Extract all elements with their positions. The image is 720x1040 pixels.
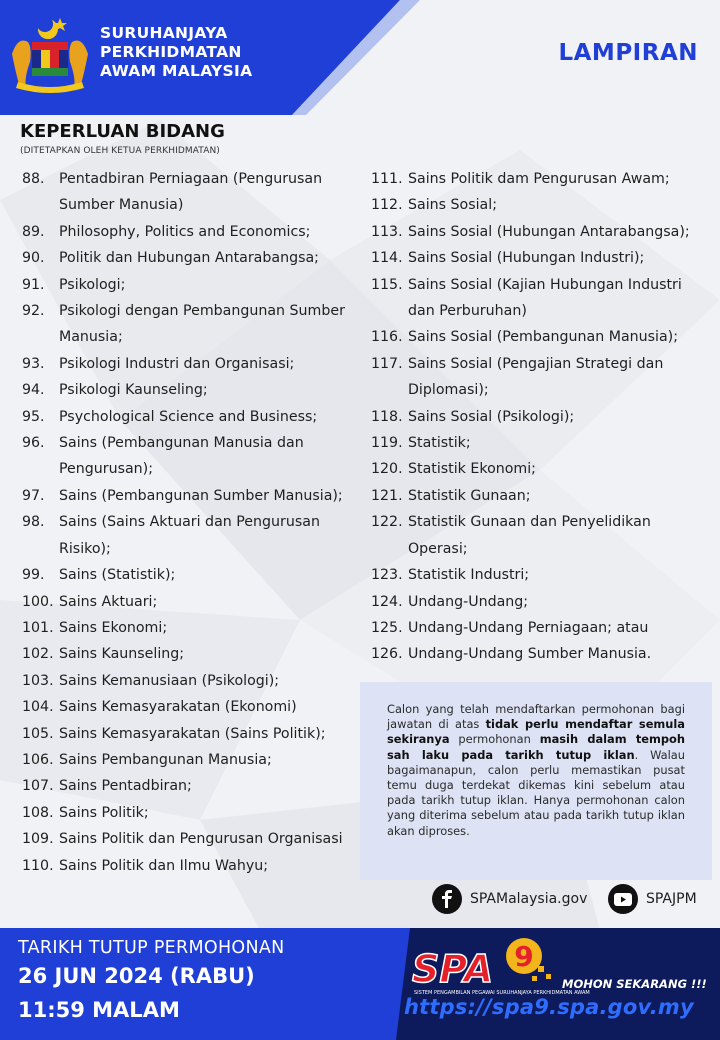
item-text: Statistik Industri; (408, 567, 530, 584)
notice-box (360, 682, 712, 880)
item-text: Pentadbiran Perniagaan (Pengurusan Sumber Manusia) (59, 171, 323, 214)
item-text: Undang-Undang; (408, 593, 529, 610)
agency-name-line1: SURUHANJAYA (100, 24, 228, 42)
item-text: Sains Sosial (Hubungan Industri); (408, 250, 645, 267)
item-text: Undang-Undang Sumber Manusia. (408, 646, 652, 663)
list-item (22, 826, 352, 852)
list-item (22, 483, 352, 509)
list-item (22, 377, 352, 403)
item-text: Sains Sosial; (408, 197, 497, 214)
item-number: 104. (22, 699, 54, 716)
item-number: 125. (371, 619, 403, 636)
list-item (22, 853, 352, 879)
item-text: Sains (Pembangunan Manusia dan Pengurusan); (59, 435, 304, 478)
item-number: 95. (22, 408, 45, 425)
item-text: Statistik Gunaan; (408, 487, 531, 504)
logo-text: SPA (412, 947, 494, 991)
item-text: Philosophy, Politics and Economics; (59, 223, 311, 240)
item-text: Sains Sosial (Hubungan Antarabangsa); (408, 223, 690, 240)
item-text: Sains (Statistik); (59, 567, 176, 584)
logo-number: 9 (514, 940, 534, 973)
item-number: 96. (22, 435, 45, 452)
item-text: Sains Sosial (Kajian Hubungan Industri dan Perburuhan) (408, 276, 682, 320)
list-item (22, 589, 352, 615)
list-item (371, 324, 711, 350)
item-text: Psikologi Industri dan Organisasi; (59, 355, 295, 372)
item-number: 90. (22, 250, 45, 267)
list-item (371, 166, 711, 192)
item-text: Sains Politik dan Ilmu Wahyu; (59, 857, 269, 874)
list-item (371, 404, 711, 430)
facebook-label: SPAMalaysia.gov (470, 891, 588, 907)
notice-text-part1: Calon yang telah mendaftarkan permohonan bagi jawatan di atas (387, 702, 685, 732)
list-item (371, 641, 711, 667)
list-item (22, 615, 352, 641)
item-text: Sains Sosial (Pengajian Strategi dan Diplomasi); (408, 355, 664, 399)
item-number: 118. (371, 408, 403, 425)
item-text: Sains Kemasyarakatan (Sains Politik); (59, 725, 326, 742)
item-number: 99. (22, 567, 45, 584)
list-item (22, 773, 352, 799)
item-number: 111. (371, 171, 403, 187)
item-text: Sains Pembangunan Manusia; (59, 751, 272, 768)
item-number: 113. (371, 223, 403, 240)
list-item (371, 589, 711, 615)
item-number: 116. (371, 329, 403, 346)
item-text: Sains Kaunseling; (59, 646, 185, 663)
list-item (371, 219, 711, 245)
item-number: 120. (371, 461, 403, 478)
notice-text-part3: . Walau bagaimanapun, calon perlu memastikan pusat temu duga terdekat dikemas kini sebelum atau pada tarikh tutup iklan. Hanya permohonan calon yang diterima sebelum atau pada tarikh tutup iklan akan diproses. (387, 747, 686, 838)
item-text: Sains Pentadbiran; (59, 778, 192, 795)
list-item (22, 219, 352, 245)
item-text: Sains Politik dan Pengurusan Organisasi (59, 831, 343, 848)
item-text: Sains (Pembangunan Sumber Manusia); (59, 487, 343, 504)
spa9-logo (406, 936, 590, 1002)
deadline-date: 26 JUN 2024 (RABU) (18, 964, 255, 988)
facebook-icon (432, 884, 462, 914)
agency-name-line2: PERKHIDMATAN (100, 43, 242, 61)
item-text: Statistik; (408, 435, 471, 452)
list-item (22, 245, 352, 271)
deadline-label: TARIKH TUTUP PERMOHONAN (18, 938, 285, 958)
item-number: 106. (22, 751, 54, 768)
list-item (22, 668, 352, 694)
list-item (22, 509, 352, 562)
item-text: Statistik Gunaan dan Penyelidikan Operasi; (408, 514, 651, 557)
item-number: 91. (22, 276, 45, 293)
section-title: KEPERLUAN BIDANG (20, 121, 225, 142)
item-number: 122. (371, 514, 403, 531)
item-text: Psikologi Kaunseling; (59, 382, 208, 399)
item-text: Sains Aktuari; (59, 593, 158, 610)
notice-text-part2: permohonan (449, 732, 540, 747)
item-number: 102. (22, 646, 54, 663)
item-text: Statistik Ekonomi; (408, 461, 536, 478)
list-item (22, 721, 352, 747)
item-number: 123. (371, 567, 403, 584)
item-number: 98. (22, 514, 45, 531)
notice-bold-part1: tidak perlu mendaftar semula sekiranya (387, 717, 685, 747)
section-subtitle: (DITETAPKAN OLEH KETUA PERKHIDMATAN) (20, 146, 220, 156)
item-text: Psychological Science and Business; (59, 408, 318, 425)
list-item (371, 192, 711, 218)
item-text: Sains Politik dam Pengurusan Awam; (408, 171, 670, 187)
list-item (22, 166, 352, 219)
item-number: 107. (22, 778, 54, 795)
item-text: Psikologi dengan Pembangunan Sumber Manusia; (59, 303, 345, 346)
application-url-link[interactable]: https://spa9.spa.gov.my (404, 995, 694, 1019)
item-text: Sains Kemasyarakatan (Ekonomi) (59, 699, 297, 716)
item-number: 110. (22, 857, 54, 874)
item-number: 88. (22, 171, 45, 187)
list-item (371, 615, 711, 641)
notice-bold-part2: masih dalam tempoh sah laku pada tarikh tutup iklan (387, 732, 685, 762)
list-item (22, 641, 352, 667)
notice-text (387, 702, 685, 839)
list-item (371, 456, 711, 482)
list-item (22, 694, 352, 720)
item-number: 124. (371, 593, 403, 610)
item-number: 109. (22, 831, 54, 848)
item-number: 119. (371, 435, 403, 452)
item-text: Psikologi; (59, 276, 126, 293)
item-number: 89. (22, 223, 45, 240)
item-number: 105. (22, 725, 54, 742)
list-item (371, 509, 711, 562)
list-item (22, 404, 352, 430)
facebook-link[interactable] (432, 884, 587, 914)
item-number: 100. (22, 593, 54, 610)
list-item (22, 562, 352, 588)
list-item (371, 483, 711, 509)
item-number: 94. (22, 382, 45, 399)
list-item (371, 351, 711, 404)
list-item (371, 430, 711, 456)
item-text: Politik dan Hubungan Antarabangsa; (59, 250, 319, 267)
list-item (22, 298, 352, 351)
item-number: 103. (22, 672, 54, 689)
item-text: Sains Sosial (Pembangunan Manusia); (408, 329, 678, 346)
item-number: 115. (371, 276, 403, 293)
item-number: 121. (371, 487, 403, 504)
item-number: 108. (22, 804, 54, 821)
item-text: Sains Kemanusiaan (Psikologi); (59, 672, 280, 689)
youtube-link[interactable] (608, 884, 697, 914)
list-item (22, 800, 352, 826)
item-number: 114. (371, 250, 403, 267)
item-number: 92. (22, 303, 45, 320)
logo-caption: SISTEM PENGAMBILAN PEGAWAI SURUHANJAYA PERKHIDMATAN AWAM (414, 990, 590, 996)
list-item (22, 430, 352, 483)
deadline-time: 11:59 MALAM (18, 998, 180, 1022)
malaysia-crest-logo (8, 14, 92, 94)
agency-name (100, 24, 252, 81)
item-number: 93. (22, 355, 45, 372)
list-item (22, 272, 352, 298)
item-number: 101. (22, 619, 54, 636)
field-list-right (371, 166, 711, 668)
youtube-label: SPAJPM (646, 891, 697, 907)
item-number: 126. (371, 646, 403, 663)
item-text: Sains (Sains Aktuari dan Pengurusan Risiko); (59, 514, 320, 557)
item-text: Undang-Undang Perniagaan; atau (408, 619, 649, 636)
list-item (371, 272, 711, 325)
item-number: 112. (371, 197, 403, 214)
item-text: Sains Politik; (59, 804, 149, 821)
list-item (371, 562, 711, 588)
field-list-left (22, 166, 352, 879)
lampiran-heading: LAMPIRAN (558, 40, 698, 66)
item-text: Sains Ekonomi; (59, 619, 168, 636)
list-item (371, 245, 711, 271)
apply-now-label: MOHON SEKARANG !!! (562, 977, 707, 991)
item-text: Sains Sosial (Psikologi); (408, 408, 575, 425)
item-number: 97. (22, 487, 45, 504)
list-item (22, 747, 352, 773)
agency-name-line3: AWAM MALAYSIA (100, 62, 253, 80)
list-item (22, 351, 352, 377)
item-number: 117. (371, 355, 403, 372)
youtube-icon (608, 884, 638, 914)
